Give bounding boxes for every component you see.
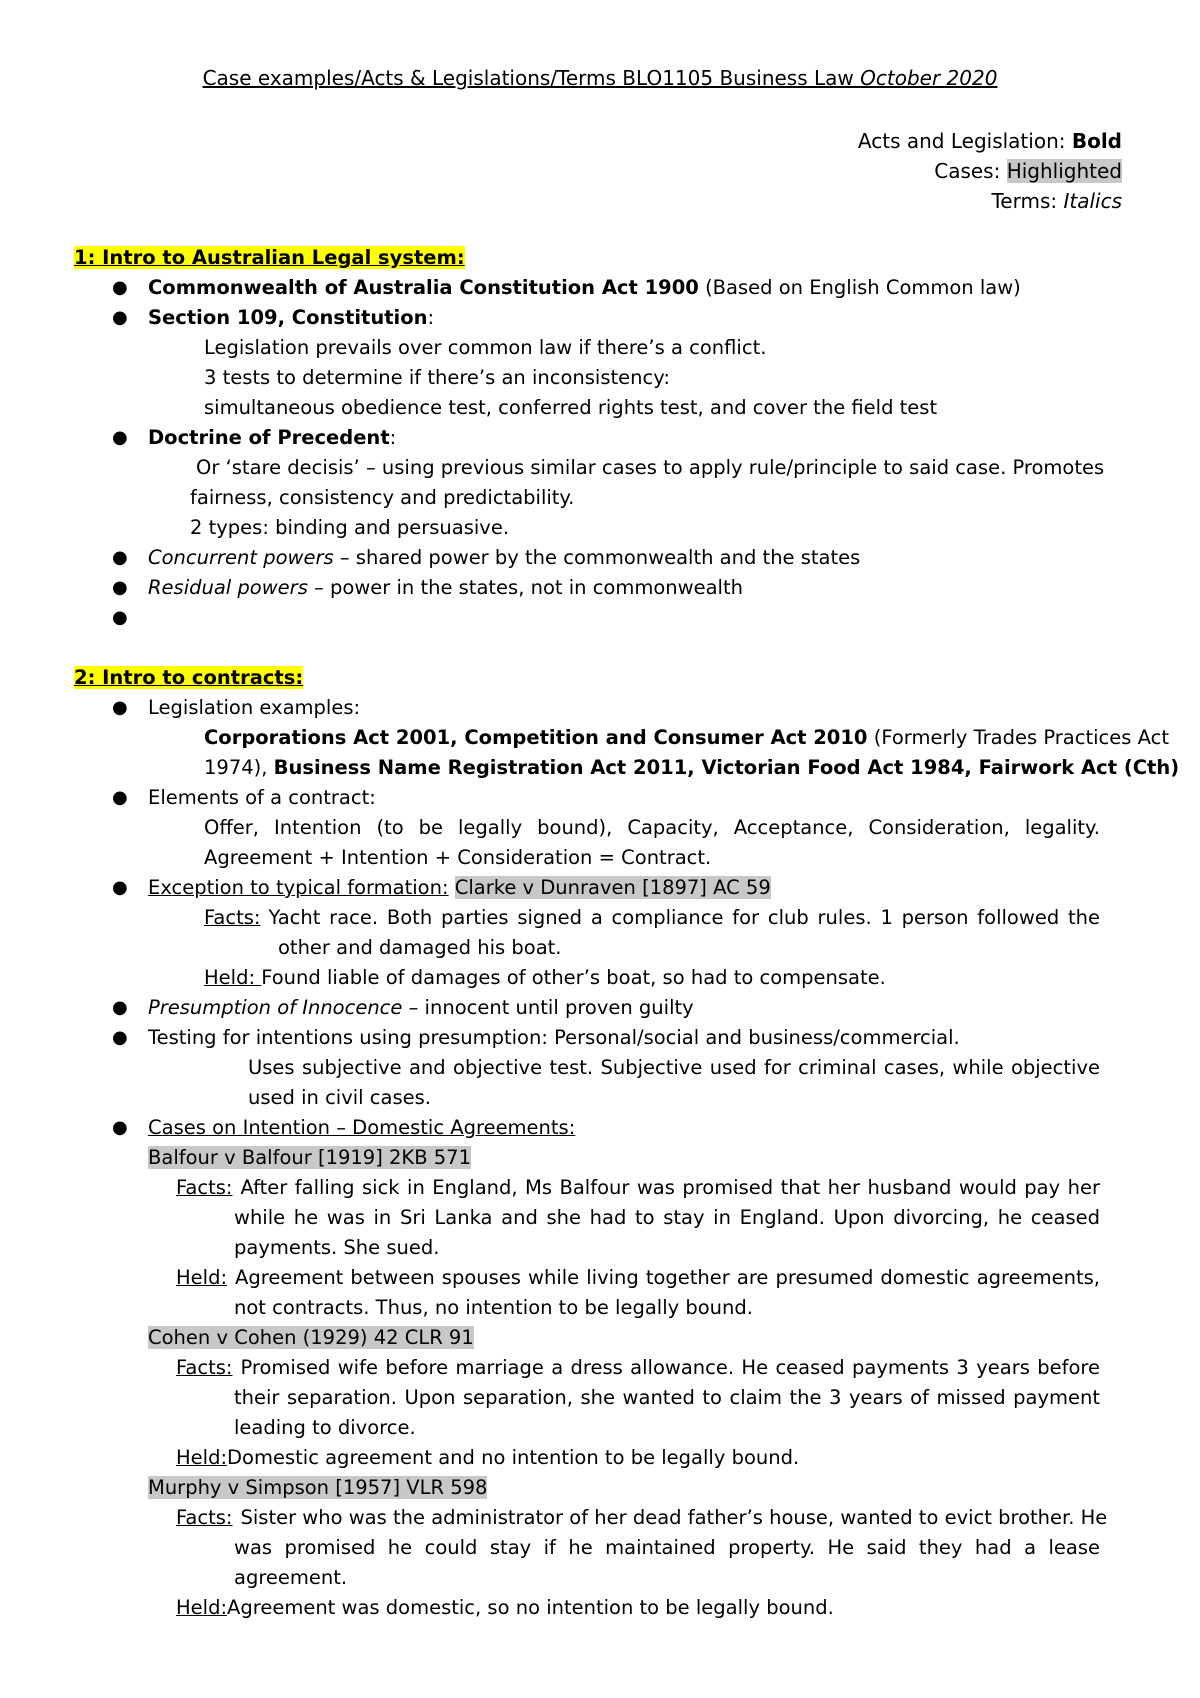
s2-testing-line1: Uses subjective and objective test. Subjective used for criminal cases, while objective <box>248 1056 1100 1079</box>
s2-clarke-facts-line2: other and damaged his boat. <box>278 936 562 959</box>
balfour-held-line2: not contracts. Thus, no intention to be legally bound. <box>234 1296 753 1319</box>
bullet-marker: ● <box>112 1117 128 1138</box>
cohen-facts-line3: leading to divorce. <box>234 1416 416 1439</box>
case-cohen: Cohen v Cohen (1929) 42 CLR 91 <box>148 1326 474 1349</box>
s1-bullet-section109: Section 109, Constitution: <box>148 306 435 329</box>
bullet-marker: ● <box>112 277 128 298</box>
s2-legislation-line2: 1974), Business Name Registration Act 2011, Victorian Food Act 1984, Fairwork Act (Cth) <box>204 756 1180 779</box>
s2-bullet-legislation: Legislation examples: <box>148 696 361 719</box>
legend-cases: Cases: Highlighted <box>934 159 1122 183</box>
bullet-marker-empty: ● <box>112 607 128 628</box>
legend-acts: Acts and Legislation: Bold <box>857 129 1122 153</box>
case-clarke: Clarke v Dunraven [1897] AC 59 <box>454 876 771 899</box>
balfour-held-line1: Held: Agreement between spouses while living together are presumed domestic agreements, <box>176 1266 1100 1289</box>
legend-terms: Terms: Italics <box>991 189 1122 213</box>
bullet-marker: ● <box>112 427 128 448</box>
document-title <box>0 66 1200 90</box>
s1-precedent-line2: fairness, consistency and predictability. <box>190 486 575 509</box>
bullet-marker: ● <box>112 697 128 718</box>
murphy-held: Held:Agreement was domestic, so no intention to be legally bound. <box>176 1596 834 1619</box>
s2-bullet-presumption: Presumption of Innocence – innocent until proven guilty <box>148 996 694 1019</box>
bullet-marker: ● <box>112 547 128 568</box>
s1-precedent-line1: Or ‘stare decisis’ – using previous similar cases to apply rule/principle to said case. Promotes <box>196 456 1105 479</box>
s1-bullet-residual: Residual powers – power in the states, not in commonwealth <box>148 576 743 599</box>
case-murphy: Murphy v Simpson [1957] VLR 598 <box>148 1476 488 1499</box>
balfour-facts-line3: payments. She sued. <box>234 1236 440 1259</box>
s2-elements-line1: Offer, Intention (to be legally bound), Capacity, Acceptance, Consideration, legality. <box>204 816 1100 839</box>
title-date: October 2020 <box>860 66 998 90</box>
bullet-marker: ● <box>112 577 128 598</box>
bullet-marker: ● <box>112 877 128 898</box>
cohen-facts-line2: their separation. Upon separation, she wanted to claim the 3 years of missed payment <box>234 1386 1100 1409</box>
bullet-marker: ● <box>112 1027 128 1048</box>
s1-section109-line3: simultaneous obedience test, conferred rights test, and cover the field test <box>204 396 938 419</box>
s2-bullet-elements: Elements of a contract: <box>148 786 376 809</box>
balfour-facts-line2: while he was in Sri Lanka and she had to stay in England. Upon divorcing, he ceased <box>234 1206 1100 1229</box>
s1-bullet-precedent: Doctrine of Precedent: <box>148 426 397 449</box>
s2-legislation-line1: Corporations Act 2001, Competition and Consumer Act 2010 (Formerly Trades Practices Act <box>204 726 1169 749</box>
bullet-marker: ● <box>112 997 128 1018</box>
case-balfour: Balfour v Balfour [1919] 2KB 571 <box>148 1146 471 1169</box>
murphy-facts-line2: was promised he could stay if he maintained property. He said they had a lease <box>234 1536 1100 1559</box>
s2-bullet-testing: Testing for intentions using presumption: Personal/social and business/commercial. <box>148 1026 960 1049</box>
balfour-facts-line1: Facts: After falling sick in England, Ms Balfour was promised that her husband would pay her <box>176 1176 1100 1199</box>
s1-section109-line1: Legislation prevails over common law if there’s a conflict. <box>204 336 767 359</box>
s2-clarke-held: Held: Found liable of damages of other’s boat, so had to compensate. <box>204 966 886 989</box>
s1-section109-line2: 3 tests to determine if there’s an inconsistency: <box>204 366 670 389</box>
bullet-marker: ● <box>112 307 128 328</box>
s1-bullet-constitution-act: Commonwealth of Australia Constitution Act 1900 (Based on English Common law) <box>148 276 1021 299</box>
s2-bullet-intention-cases: Cases on Intention – Domestic Agreements: <box>148 1116 576 1139</box>
s2-testing-line2: used in civil cases. <box>248 1086 431 1109</box>
s2-bullet-exception: Exception to typical formation: Clarke v Dunraven [1897] AC 59 <box>148 876 771 899</box>
style-legend <box>858 126 1122 216</box>
cohen-facts-line1: Facts: Promised wife before marriage a dress allowance. He ceased payments 3 years before <box>176 1356 1100 1379</box>
s2-clarke-facts-line1: Facts: Yacht race. Both parties signed a compliance for club rules. 1 person followed the <box>204 906 1100 929</box>
murphy-facts-line1: Facts: Sister who was the administrator of her dead father’s house, wanted to evict brother. He <box>176 1506 1108 1529</box>
s1-bullet-concurrent: Concurrent powers – shared power by the commonwealth and the states <box>148 546 861 569</box>
s2-elements-line2: Agreement + Intention + Consideration = Contract. <box>204 846 712 869</box>
cohen-held: Held:Domestic agreement and no intention to be legally bound. <box>176 1446 800 1469</box>
murphy-facts-line3: agreement. <box>234 1566 348 1589</box>
s1-precedent-line3: 2 types: binding and persuasive. <box>190 516 510 539</box>
title-main: Case examples/Acts & Legislations/Terms BLO1105 Business Law <box>202 66 861 90</box>
bullet-marker: ● <box>112 787 128 808</box>
section1-heading: 1: Intro to Australian Legal system: <box>74 246 465 269</box>
section2-heading: 2: Intro to contracts: <box>74 666 304 689</box>
